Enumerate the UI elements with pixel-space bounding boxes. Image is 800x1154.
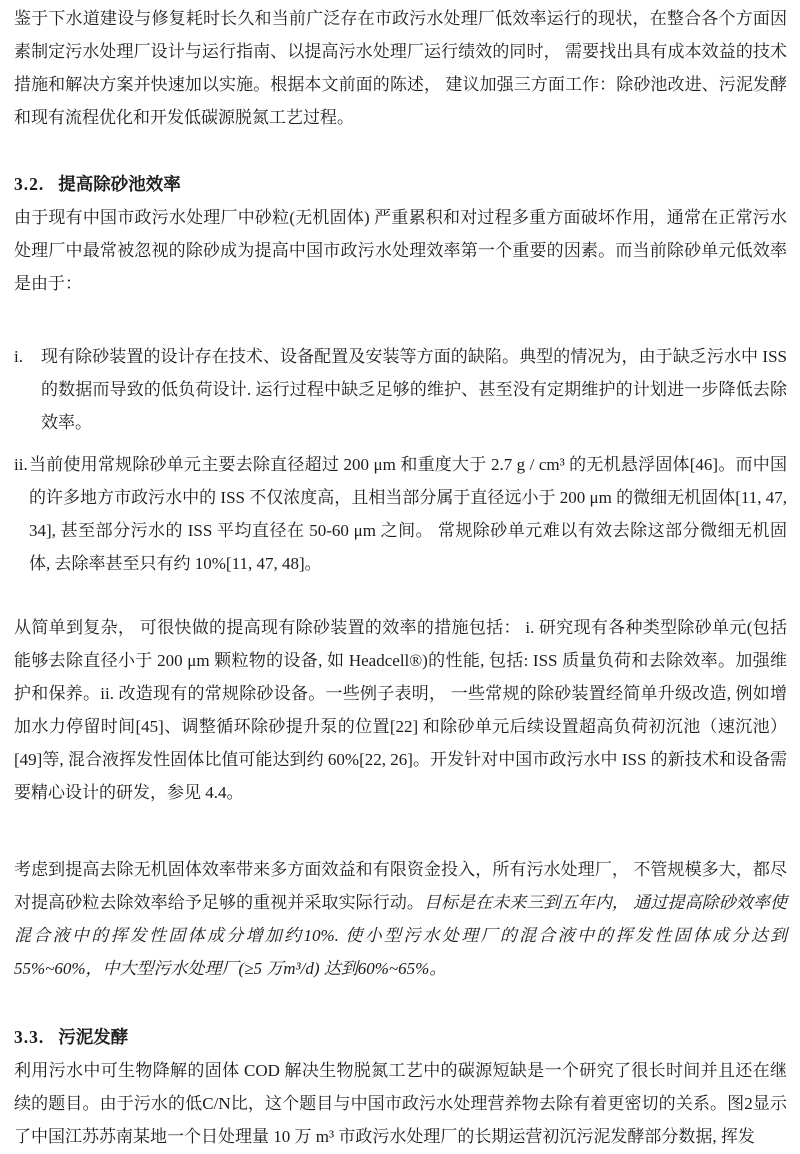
list-item-text: 现有除砂装置的设计存在技术、设备配置及安装等方面的缺陷。典型的情况为，由于缺乏污水中 ISS 的数据而导致的低负荷设计. 运行过程中缺乏足够的维护、甚至没有定期维护的计划进一步降低去除效率。	[41, 347, 787, 432]
list-item	[14, 448, 787, 580]
measures-paragraph: 从简单到复杂， 可很快做的提高现有除砂装置的效率的措施包括： i. 研究现有各种类型除砂单元(包括能够去除直径小于 200 μm 颗粒物的设备, 如 Headcell®)的性能, 包括: ISS 质量负荷和去除效率。加强维护和保养。ii. 改造现有的常规除砂设备。一些例子表明， 一些常规的除砂装置经简单升级改造, 例如增加水力停留时间[45]、调整循环除砂提升泵的位置[22] 和除砂单元后续设置超高负荷初沉池（速沉池）[49]等, 混合液挥发性固体比值可能达到约 60%[22, 26]。开发针对中国市政污水中 ISS 的新技术和设备需要精心设计的研发，参见 4.4。	[14, 618, 787, 802]
section-3-2-number: 3.2.	[14, 174, 45, 194]
section-3-3-heading	[14, 1021, 787, 1054]
section-3-3-number: 3.3.	[14, 1027, 45, 1047]
action-paragraph	[14, 853, 787, 985]
section-3-2-lead-paragraph: 由于现有中国市政污水处理厂中砂粒(无机固体) 严重累积和对过程多重方面破坏作用，通常在正常污水处理厂中最常被忽视的除砂成为提高中国市政污水处理效率第一个重要的因素。而当前除砂单元低效率是由于：	[14, 208, 787, 293]
list-item-text: 当前使用常规除砂单元主要去除直径超过 200 μm 和重度大于 2.7 g / cm³ 的无机悬浮固体[46]。而中国的许多地方市政污水中的 ISS 不仅浓度高，且相当部分属于直径远小于 200 μm 的微细无机固体[11, 47, 34], 甚至部分污水的 ISS 平均直径在 50-60 μm 之间。 常规除砂单元难以有效去除这部分微细无机固体, 去除率甚至只有约 10%[11, 47, 48]。	[29, 455, 787, 573]
section-3-2-title: 提高除砂池效率	[58, 174, 181, 194]
list-item	[14, 340, 787, 439]
section-3-3-title: 污泥发酵	[58, 1027, 129, 1047]
grit-removal-deficiency-list	[14, 340, 787, 580]
section-3-2-heading	[14, 168, 787, 201]
list-marker: i.	[14, 347, 23, 366]
action-paragraph-goal-italic-text: 目标是在未来三到五年内， 通过提高除砂效率使混合液中的挥发性固体成分增加约10%. 使小型污水处理厂的混合液中的挥发性固体成分达到55%~60%，中大型污水处理厂(≥5 万m³/d) 达到60%~65%。	[14, 893, 787, 978]
intro-paragraph: 鉴于下水道建设与修复耗时长久和当前广泛存在市政污水处理厂低效率运行的现状，在整合各个方面因素制定污水处理厂设计与运行指南、以提高污水处理厂运行绩效的同时， 需要找出具有成本效益的技术措施和解决方案并快速加以实施。根据本文前面的陈述， 建议加强三方面工作：除砂池改进、污泥发酵和现有流程优化和开发低碳源脱氮工艺过程。	[14, 9, 787, 127]
list-marker: ii.	[14, 455, 28, 474]
section-3-3-body-paragraph: 利用污水中可生物降解的固体 COD 解决生物脱氮工艺中的碳源短缺是一个研究了很长时间并且还在继续的题目。由于污水的低C/N比，这个题目与中国市政污水处理营养物去除有着更密切的关系。图2显示了中国江苏苏南某地一个日处理量 10 万 m³ 市政污水处理厂的长期运营初沉污泥发酵部分数据, 挥发	[14, 1061, 788, 1146]
action-paragraph-normal-text: 考虑到提高去除无机固体效率带来多方面效益和有限资金投入，所有污水处理厂， 不管规模多大，都尽对提高砂粒去除效率给予足够的重视并采取实际行动。	[14, 860, 787, 912]
